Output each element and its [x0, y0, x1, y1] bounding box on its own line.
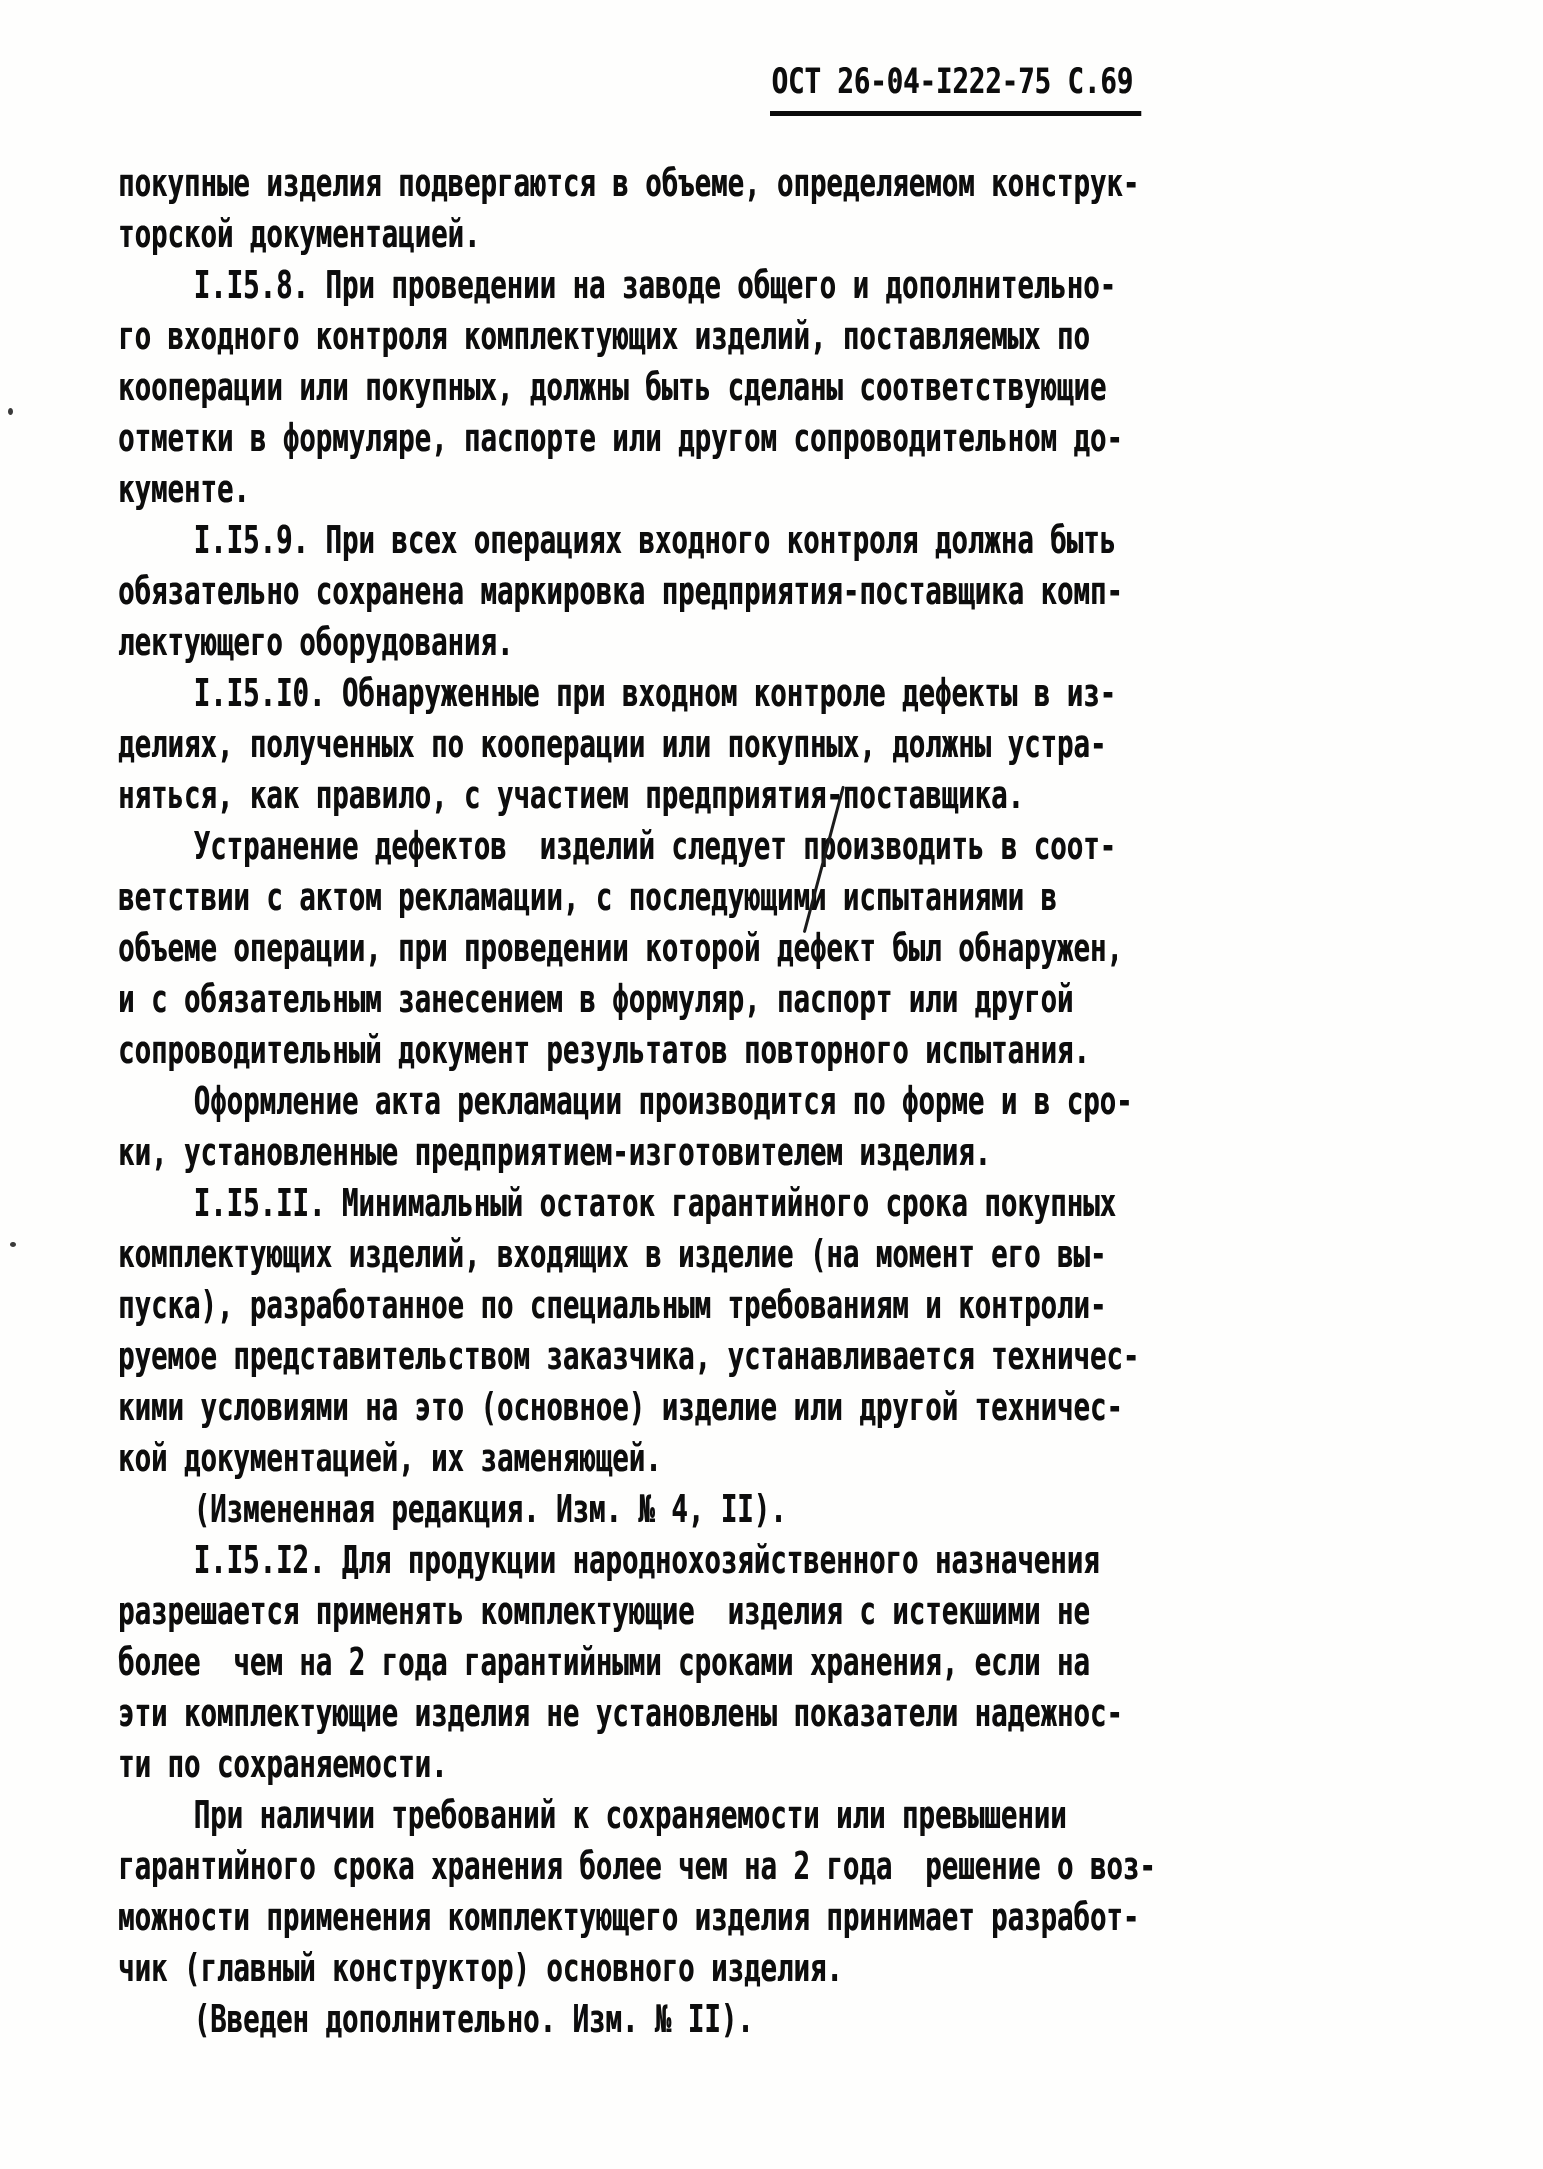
text-line: Оформление акта рекламации производится по форме и в сро- — [193, 1079, 1133, 1123]
text-line: более чем на 2 года гарантийными сроками хранения, если на — [118, 1640, 1090, 1684]
text-line: I.I5.8. При проведении на заводе общего и дополнительно- — [193, 263, 1117, 307]
text-line: сопроводительный документ результатов повторного испытания. — [118, 1028, 1090, 1072]
page-header-standard-number: ОСТ 26-04-I222-75 С.69 — [770, 62, 1141, 116]
scan-speck — [10, 1242, 16, 1247]
text-line: (Измененная редакция. Изм. № 4, II). — [193, 1487, 787, 1531]
text-line: отметки в формуляре, паспорте или другом сопроводительном до- — [118, 416, 1123, 460]
text-line: объеме операции, при проведении которой дефект был обнаружен, — [118, 926, 1123, 970]
text-line: Устранение дефектов изделий следует производить в соот- — [193, 824, 1117, 868]
text-line: можности применения комплектующего изделия принимает разработ- — [118, 1895, 1140, 1939]
text-line: делиях, полученных по кооперации или покупных, должны устра- — [118, 722, 1107, 766]
text-line: чик (главный конструктор) основного изделия. — [118, 1946, 843, 1990]
text-line: лектующего оборудования. — [118, 620, 514, 664]
text-line: разрешается применять комплектующие изделия с истекшими не — [118, 1589, 1090, 1633]
text-line: комплектующих изделий, входящих в изделие (на момент его вы- — [118, 1232, 1107, 1276]
document-body — [118, 158, 1478, 2045]
text-line: кими условиями на это (основное) изделие или другой техничес- — [118, 1385, 1123, 1429]
text-line: При наличии требований к сохраняемости или превышении — [193, 1793, 1067, 1837]
scan-speck — [8, 408, 13, 415]
text-line: руемое представительством заказчика, устанавливается техничес- — [118, 1334, 1140, 1378]
text-line: I.I5.I0. Обнаруженные при входном контроле дефекты в из- — [193, 671, 1117, 715]
text-line: ти по сохраняемости. — [118, 1742, 448, 1786]
text-line: торской документацией. — [118, 212, 481, 256]
text-line: эти комплектующие изделия не установлены показатели надежнос- — [118, 1691, 1123, 1735]
text-line: пуска), разработанное по специальным требованиям и контроли- — [118, 1283, 1107, 1327]
text-line: кументе. — [118, 467, 250, 511]
text-line: I.I5.I2. Для продукции народнохозяйственного назначения — [193, 1538, 1100, 1582]
text-line: I.I5.II. Минимальный остаток гарантийного срока покупных — [193, 1181, 1117, 1225]
text-line: ветствии с актом рекламации, с последующими испытаниями в — [118, 875, 1057, 919]
text-line: обязательно сохранена маркировка предприятия-поставщика комп- — [118, 569, 1123, 613]
text-line: няться, как правило, с участием предприятия-поставщика. — [118, 773, 1024, 817]
text-line: (Введен дополнительно. Изм. № II). — [193, 1997, 754, 2041]
text-line: кооперации или покупных, должны быть сделаны соответствующие — [118, 365, 1107, 409]
text-line: ки, установленные предприятием-изготовителем изделия. — [118, 1130, 992, 1174]
text-line: го входного контроля комплектующих изделий, поставляемых по — [118, 314, 1090, 358]
text-line: и с обязательным занесением в формуляр, паспорт или другой — [118, 977, 1074, 1021]
text-line: гарантийного срока хранения более чем на 2 года решение о воз- — [118, 1844, 1156, 1888]
text-line: покупные изделия подвергаются в объеме, определяемом конструк- — [118, 161, 1140, 205]
text-line: кой документацией, их заменяющей. — [118, 1436, 662, 1480]
text-line: I.I5.9. При всех операциях входного контроля должна быть — [193, 518, 1117, 562]
